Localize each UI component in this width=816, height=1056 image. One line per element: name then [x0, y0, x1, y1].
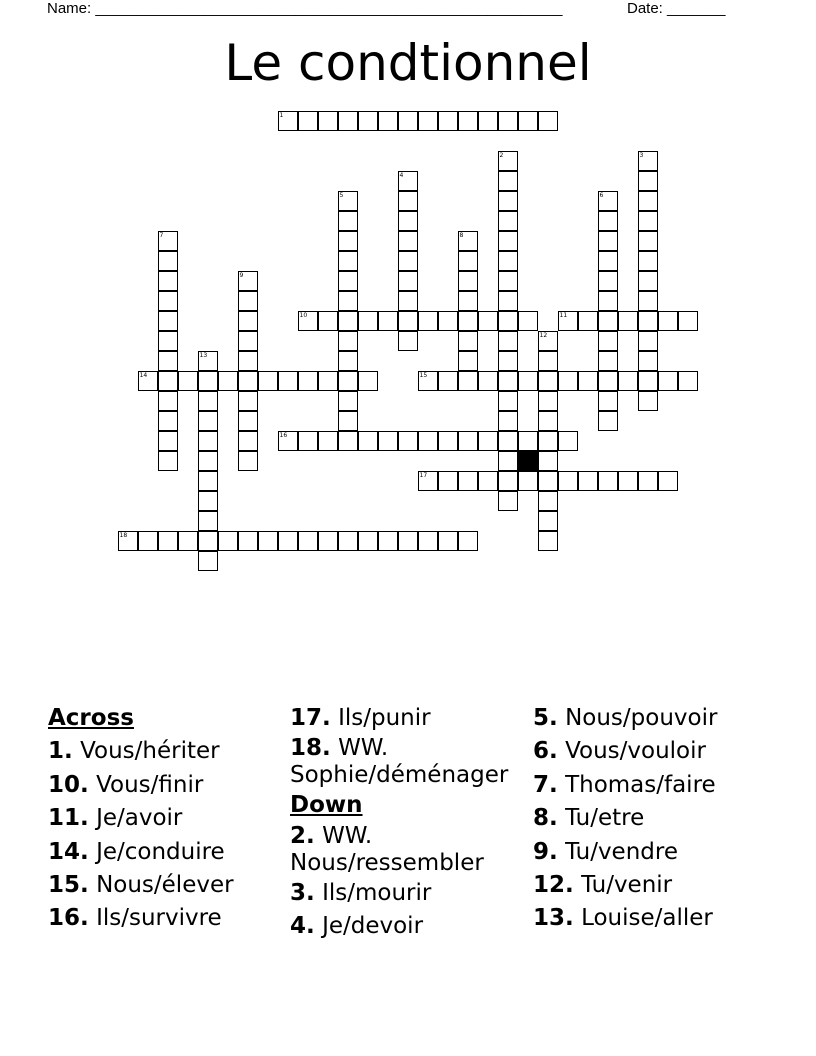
grid-cell[interactable]	[598, 391, 618, 411]
grid-cell[interactable]	[238, 391, 258, 411]
clue-across-10	[48, 769, 288, 802]
grid-cell[interactable]	[458, 351, 478, 371]
clue-text: Je/devoir	[322, 913, 424, 940]
cell-number: 16	[279, 431, 288, 439]
cell-number: 17	[419, 471, 428, 479]
clue-text: Louise/aller	[581, 905, 713, 932]
grid-cell[interactable]	[158, 231, 178, 251]
clue-text: Vous/hériter	[80, 738, 220, 765]
grid-cell[interactable]	[418, 311, 438, 331]
clue-number: 15.	[48, 872, 89, 899]
grid-cell[interactable]	[318, 111, 338, 131]
grid-cell[interactable]	[638, 271, 658, 291]
grid-cell[interactable]	[338, 311, 358, 331]
grid-cell[interactable]	[198, 431, 218, 451]
grid-cell[interactable]	[158, 411, 178, 431]
grid-cell[interactable]	[158, 271, 178, 291]
grid-cell[interactable]	[538, 351, 558, 371]
cell-number: 18	[119, 531, 128, 539]
grid-cell[interactable]	[278, 111, 298, 131]
grid-cell[interactable]	[498, 411, 518, 431]
grid-cell[interactable]	[638, 151, 658, 171]
grid-cell[interactable]	[478, 311, 498, 331]
grid-cell[interactable]	[298, 311, 318, 331]
grid-cell[interactable]	[438, 531, 458, 551]
grid-cell[interactable]	[338, 371, 358, 391]
grid-cell[interactable]	[198, 351, 218, 371]
grid-cell[interactable]	[658, 311, 678, 331]
cell-number: 10	[299, 311, 308, 319]
clue-number: 12.	[533, 872, 574, 899]
grid-cell[interactable]	[258, 371, 278, 391]
clue-number: 11.	[48, 805, 89, 832]
grid-cell[interactable]	[338, 231, 358, 251]
grid-cell[interactable]	[658, 471, 678, 491]
grid-cell[interactable]	[278, 431, 298, 451]
clue-number: 4.	[290, 913, 315, 940]
clue-across-18	[290, 735, 530, 789]
cell-number: 8	[459, 231, 464, 239]
grid-cell[interactable]	[338, 271, 358, 291]
grid-cell[interactable]	[438, 471, 458, 491]
grid-cell[interactable]	[398, 211, 418, 231]
grid-cell[interactable]	[498, 191, 518, 211]
grid-cell[interactable]	[158, 451, 178, 471]
grid-cell[interactable]	[638, 251, 658, 271]
grid-cell[interactable]	[238, 311, 258, 331]
grid-cell[interactable]	[638, 371, 658, 391]
grid-cell[interactable]	[158, 431, 178, 451]
grid-cell[interactable]	[338, 351, 358, 371]
clue-text: Tu/etre	[565, 805, 645, 832]
grid-cell[interactable]	[538, 411, 558, 431]
grid-cell[interactable]	[598, 311, 618, 331]
grid-cell[interactable]	[638, 231, 658, 251]
cell-number: 2	[499, 151, 504, 159]
grid-cell[interactable]	[158, 331, 178, 351]
grid-cell[interactable]	[498, 491, 518, 511]
grid-cell[interactable]	[238, 331, 258, 351]
grid-cell[interactable]	[398, 331, 418, 351]
grid-cell[interactable]	[198, 551, 218, 571]
clue-number: 3.	[290, 879, 315, 906]
grid-cell[interactable]	[358, 431, 378, 451]
grid-cell[interactable]	[638, 211, 658, 231]
clue-text: Thomas/faire	[565, 771, 716, 798]
grid-cell[interactable]	[638, 351, 658, 371]
clue-text: Je/conduire	[96, 838, 225, 865]
clue-number: 14.	[48, 838, 89, 865]
grid-cell[interactable]	[298, 371, 318, 391]
grid-cell[interactable]	[598, 251, 618, 271]
clue-text: Vous/vouloir	[565, 738, 706, 765]
clue-number: 10.	[48, 771, 89, 798]
grid-cell[interactable]	[298, 431, 318, 451]
clue-across-11	[48, 802, 288, 835]
grid-cell[interactable]	[398, 171, 418, 191]
grid-cell[interactable]	[638, 331, 658, 351]
clue-down-3	[290, 877, 530, 910]
grid-cell[interactable]	[458, 111, 478, 131]
grid-cell[interactable]	[278, 531, 298, 551]
clue-down-2	[290, 823, 530, 877]
grid-cell[interactable]	[538, 371, 558, 391]
cell-number: 4	[399, 171, 404, 179]
grid-cell[interactable]	[358, 311, 378, 331]
grid-cell[interactable]	[498, 291, 518, 311]
cell-number: 13	[199, 351, 208, 359]
grid-cell[interactable]	[498, 251, 518, 271]
clue-text: Ils/survivre	[96, 905, 222, 932]
grid-cell[interactable]	[478, 371, 498, 391]
grid-cell[interactable]	[218, 531, 238, 551]
grid-cell[interactable]	[678, 371, 698, 391]
down-heading: Down	[290, 792, 363, 819]
grid-cell[interactable]	[178, 531, 198, 551]
grid-cell[interactable]	[498, 431, 518, 451]
grid-cell[interactable]	[458, 431, 478, 451]
clue-column-3	[533, 702, 793, 936]
clue-across-14	[48, 836, 288, 869]
clue-number: 17.	[290, 705, 331, 731]
grid-cell[interactable]	[538, 111, 558, 131]
clue-down-13	[533, 902, 793, 935]
grid-cell[interactable]	[338, 191, 358, 211]
grid-cell[interactable]	[218, 371, 238, 391]
cell-number: 5	[339, 191, 344, 199]
grid-cell[interactable]	[198, 471, 218, 491]
grid-cell[interactable]	[378, 531, 398, 551]
grid-cell[interactable]	[458, 371, 478, 391]
grid-cell[interactable]	[438, 111, 458, 131]
grid-cell[interactable]	[538, 511, 558, 531]
cell-number: 11	[559, 311, 568, 319]
cell-number: 3	[639, 151, 644, 159]
clue-down-9	[533, 836, 793, 869]
grid-cell[interactable]	[118, 531, 138, 551]
grid-cell[interactable]	[358, 111, 378, 131]
grid-cell[interactable]	[458, 531, 478, 551]
grid-cell[interactable]	[418, 431, 438, 451]
clue-text: Nous/élever	[96, 872, 234, 899]
grid-cell[interactable]	[258, 531, 278, 551]
grid-cell[interactable]	[498, 271, 518, 291]
grid-cell[interactable]	[598, 211, 618, 231]
cell-number: 14	[139, 371, 148, 379]
date-field-label: Date: _______	[627, 0, 726, 17]
grid-cell[interactable]	[338, 391, 358, 411]
grid-cell[interactable]	[578, 371, 598, 391]
grid-cell[interactable]	[598, 351, 618, 371]
grid-cell[interactable]	[438, 311, 458, 331]
grid-cell[interactable]	[318, 311, 338, 331]
grid-cell[interactable]	[478, 111, 498, 131]
grid-cell[interactable]	[198, 371, 218, 391]
name-field-label: Name: ________________________________________________________	[47, 0, 563, 17]
clue-column-1	[48, 702, 288, 936]
grid-cell[interactable]	[638, 291, 658, 311]
grid-cell[interactable]	[238, 271, 258, 291]
black-cell	[518, 451, 538, 471]
grid-cell[interactable]	[338, 411, 358, 431]
grid-cell[interactable]	[538, 431, 558, 451]
grid-cell[interactable]	[158, 391, 178, 411]
grid-cell[interactable]	[198, 451, 218, 471]
grid-cell[interactable]	[338, 111, 358, 131]
grid-cell[interactable]	[558, 431, 578, 451]
grid-cell[interactable]	[158, 371, 178, 391]
grid-cell[interactable]	[478, 471, 498, 491]
clue-down-6	[533, 735, 793, 768]
grid-cell[interactable]	[498, 331, 518, 351]
grid-cell[interactable]	[498, 371, 518, 391]
grid-cell[interactable]	[518, 311, 538, 331]
grid-cell[interactable]	[498, 111, 518, 131]
grid-cell[interactable]	[198, 491, 218, 511]
cell-number: 1	[279, 111, 284, 119]
grid-cell[interactable]	[658, 371, 678, 391]
clue-down-5	[533, 702, 793, 735]
grid-cell[interactable]	[398, 531, 418, 551]
grid-cell[interactable]	[638, 471, 658, 491]
grid-cell[interactable]	[358, 371, 378, 391]
page-title: Le condtionnel	[224, 34, 592, 92]
grid-cell[interactable]	[598, 271, 618, 291]
grid-cell[interactable]	[238, 531, 258, 551]
grid-cell[interactable]	[138, 531, 158, 551]
grid-cell[interactable]	[558, 311, 578, 331]
grid-cell[interactable]	[298, 531, 318, 551]
grid-cell[interactable]	[498, 231, 518, 251]
clue-number: 2.	[290, 822, 315, 849]
grid-cell[interactable]	[498, 211, 518, 231]
grid-cell[interactable]	[418, 531, 438, 551]
grid-cell[interactable]	[498, 171, 518, 191]
grid-cell[interactable]	[318, 431, 338, 451]
grid-cell[interactable]	[638, 391, 658, 411]
grid-cell[interactable]	[158, 291, 178, 311]
grid-cell[interactable]	[138, 371, 158, 391]
grid-cell[interactable]	[318, 531, 338, 551]
grid-cell[interactable]	[498, 311, 518, 331]
grid-cell[interactable]	[638, 171, 658, 191]
clue-column-2	[290, 702, 530, 944]
across-heading: Across	[48, 705, 134, 731]
grid-cell[interactable]	[538, 471, 558, 491]
grid-cell[interactable]	[238, 431, 258, 451]
grid-cell[interactable]	[158, 531, 178, 551]
clue-text: Vous/finir	[96, 771, 204, 798]
clue-across-16	[48, 902, 288, 935]
grid-cell[interactable]	[438, 371, 458, 391]
grid-cell[interactable]	[178, 371, 198, 391]
grid-cell[interactable]	[338, 431, 358, 451]
cell-number: 15	[419, 371, 428, 379]
grid-cell[interactable]	[338, 211, 358, 231]
grid-cell[interactable]	[378, 311, 398, 331]
clue-number: 1.	[48, 738, 73, 765]
clue-text: WW. Sophie/déménager	[290, 735, 509, 789]
grid-cell[interactable]	[198, 411, 218, 431]
grid-cell[interactable]	[378, 111, 398, 131]
clue-text: Tu/vendre	[565, 838, 678, 865]
grid-cell[interactable]	[558, 371, 578, 391]
clue-across-1	[48, 735, 288, 768]
grid-cell[interactable]	[458, 271, 478, 291]
grid-cell[interactable]	[338, 331, 358, 351]
grid-cell[interactable]	[618, 311, 638, 331]
grid-cell[interactable]	[458, 471, 478, 491]
grid-cell[interactable]	[238, 371, 258, 391]
grid-cell[interactable]	[598, 231, 618, 251]
clue-across-15	[48, 869, 288, 902]
grid-cell[interactable]	[158, 251, 178, 271]
cell-number: 12	[539, 331, 548, 339]
clue-number: 5.	[533, 705, 558, 731]
grid-cell[interactable]	[618, 471, 638, 491]
grid-cell[interactable]	[498, 151, 518, 171]
clue-number: 6.	[533, 738, 558, 765]
grid-cell[interactable]	[438, 431, 458, 451]
grid-cell[interactable]	[458, 231, 478, 251]
grid-cell[interactable]	[238, 291, 258, 311]
grid-cell[interactable]	[398, 191, 418, 211]
clue-text: Je/avoir	[96, 805, 183, 832]
grid-cell[interactable]	[538, 491, 558, 511]
clue-down-4	[290, 910, 530, 943]
grid-cell[interactable]	[538, 331, 558, 351]
grid-cell[interactable]	[538, 391, 558, 411]
grid-cell[interactable]	[398, 311, 418, 331]
grid-cell[interactable]	[158, 351, 178, 371]
grid-cell[interactable]	[498, 451, 518, 471]
grid-cell[interactable]	[298, 111, 318, 131]
cell-number: 6	[599, 191, 604, 199]
grid-cell[interactable]	[678, 311, 698, 331]
grid-cell[interactable]	[518, 371, 538, 391]
clue-text: Nous/pouvoir	[565, 705, 718, 731]
grid-cell[interactable]	[518, 111, 538, 131]
grid-cell[interactable]	[558, 471, 578, 491]
grid-cell[interactable]	[278, 371, 298, 391]
grid-cell[interactable]	[418, 471, 438, 491]
grid-cell[interactable]	[498, 351, 518, 371]
grid-cell[interactable]	[538, 451, 558, 471]
grid-cell[interactable]	[598, 331, 618, 351]
grid-cell[interactable]	[598, 471, 618, 491]
clue-text: Tu/venir	[581, 872, 673, 899]
grid-cell[interactable]	[398, 431, 418, 451]
grid-cell[interactable]	[358, 531, 378, 551]
grid-cell[interactable]	[458, 251, 478, 271]
clue-number: 8.	[533, 805, 558, 832]
grid-cell[interactable]	[398, 291, 418, 311]
grid-cell[interactable]	[638, 191, 658, 211]
grid-cell[interactable]	[198, 391, 218, 411]
grid-cell[interactable]	[638, 311, 658, 331]
grid-cell[interactable]	[498, 471, 518, 491]
clue-number: 7.	[533, 771, 558, 798]
clue-down-7	[533, 769, 793, 802]
grid-cell[interactable]	[398, 231, 418, 251]
grid-cell[interactable]	[338, 291, 358, 311]
grid-cell[interactable]	[238, 411, 258, 431]
clue-down-12	[533, 869, 793, 902]
clue-number: 16.	[48, 905, 89, 932]
grid-cell[interactable]	[398, 111, 418, 131]
grid-cell[interactable]	[418, 371, 438, 391]
cell-number: 7	[159, 231, 164, 239]
grid-cell[interactable]	[578, 311, 598, 331]
grid-cell[interactable]	[598, 291, 618, 311]
grid-cell[interactable]	[578, 471, 598, 491]
grid-cell[interactable]	[598, 411, 618, 431]
clue-number: 9.	[533, 838, 558, 865]
cell-number: 9	[239, 271, 244, 279]
grid-cell[interactable]	[498, 391, 518, 411]
grid-cell[interactable]	[538, 531, 558, 551]
grid-cell[interactable]	[418, 111, 438, 131]
grid-cell[interactable]	[618, 371, 638, 391]
grid-cell[interactable]	[238, 351, 258, 371]
grid-cell[interactable]	[398, 251, 418, 271]
grid-cell[interactable]	[478, 431, 498, 451]
clue-down-8	[533, 802, 793, 835]
clue-number: 18.	[290, 735, 331, 762]
grid-cell[interactable]	[518, 431, 538, 451]
grid-cell[interactable]	[598, 371, 618, 391]
grid-cell[interactable]	[198, 511, 218, 531]
grid-cell[interactable]	[398, 271, 418, 291]
grid-cell[interactable]	[378, 431, 398, 451]
clue-number: 13.	[533, 905, 574, 932]
grid-cell[interactable]	[598, 191, 618, 211]
grid-cell[interactable]	[198, 531, 218, 551]
grid-cell[interactable]	[318, 371, 338, 391]
clue-text: WW. Nous/ressembler	[290, 822, 484, 876]
clue-text: Ils/punir	[338, 705, 431, 731]
grid-cell[interactable]	[238, 451, 258, 471]
grid-cell[interactable]	[458, 291, 478, 311]
clue-across-17	[290, 702, 530, 735]
grid-cell[interactable]	[338, 531, 358, 551]
clue-text: Ils/mourir	[322, 879, 432, 906]
grid-cell[interactable]	[458, 331, 478, 351]
grid-cell[interactable]	[518, 471, 538, 491]
grid-cell[interactable]	[158, 311, 178, 331]
grid-cell[interactable]	[338, 251, 358, 271]
grid-cell[interactable]	[458, 311, 478, 331]
